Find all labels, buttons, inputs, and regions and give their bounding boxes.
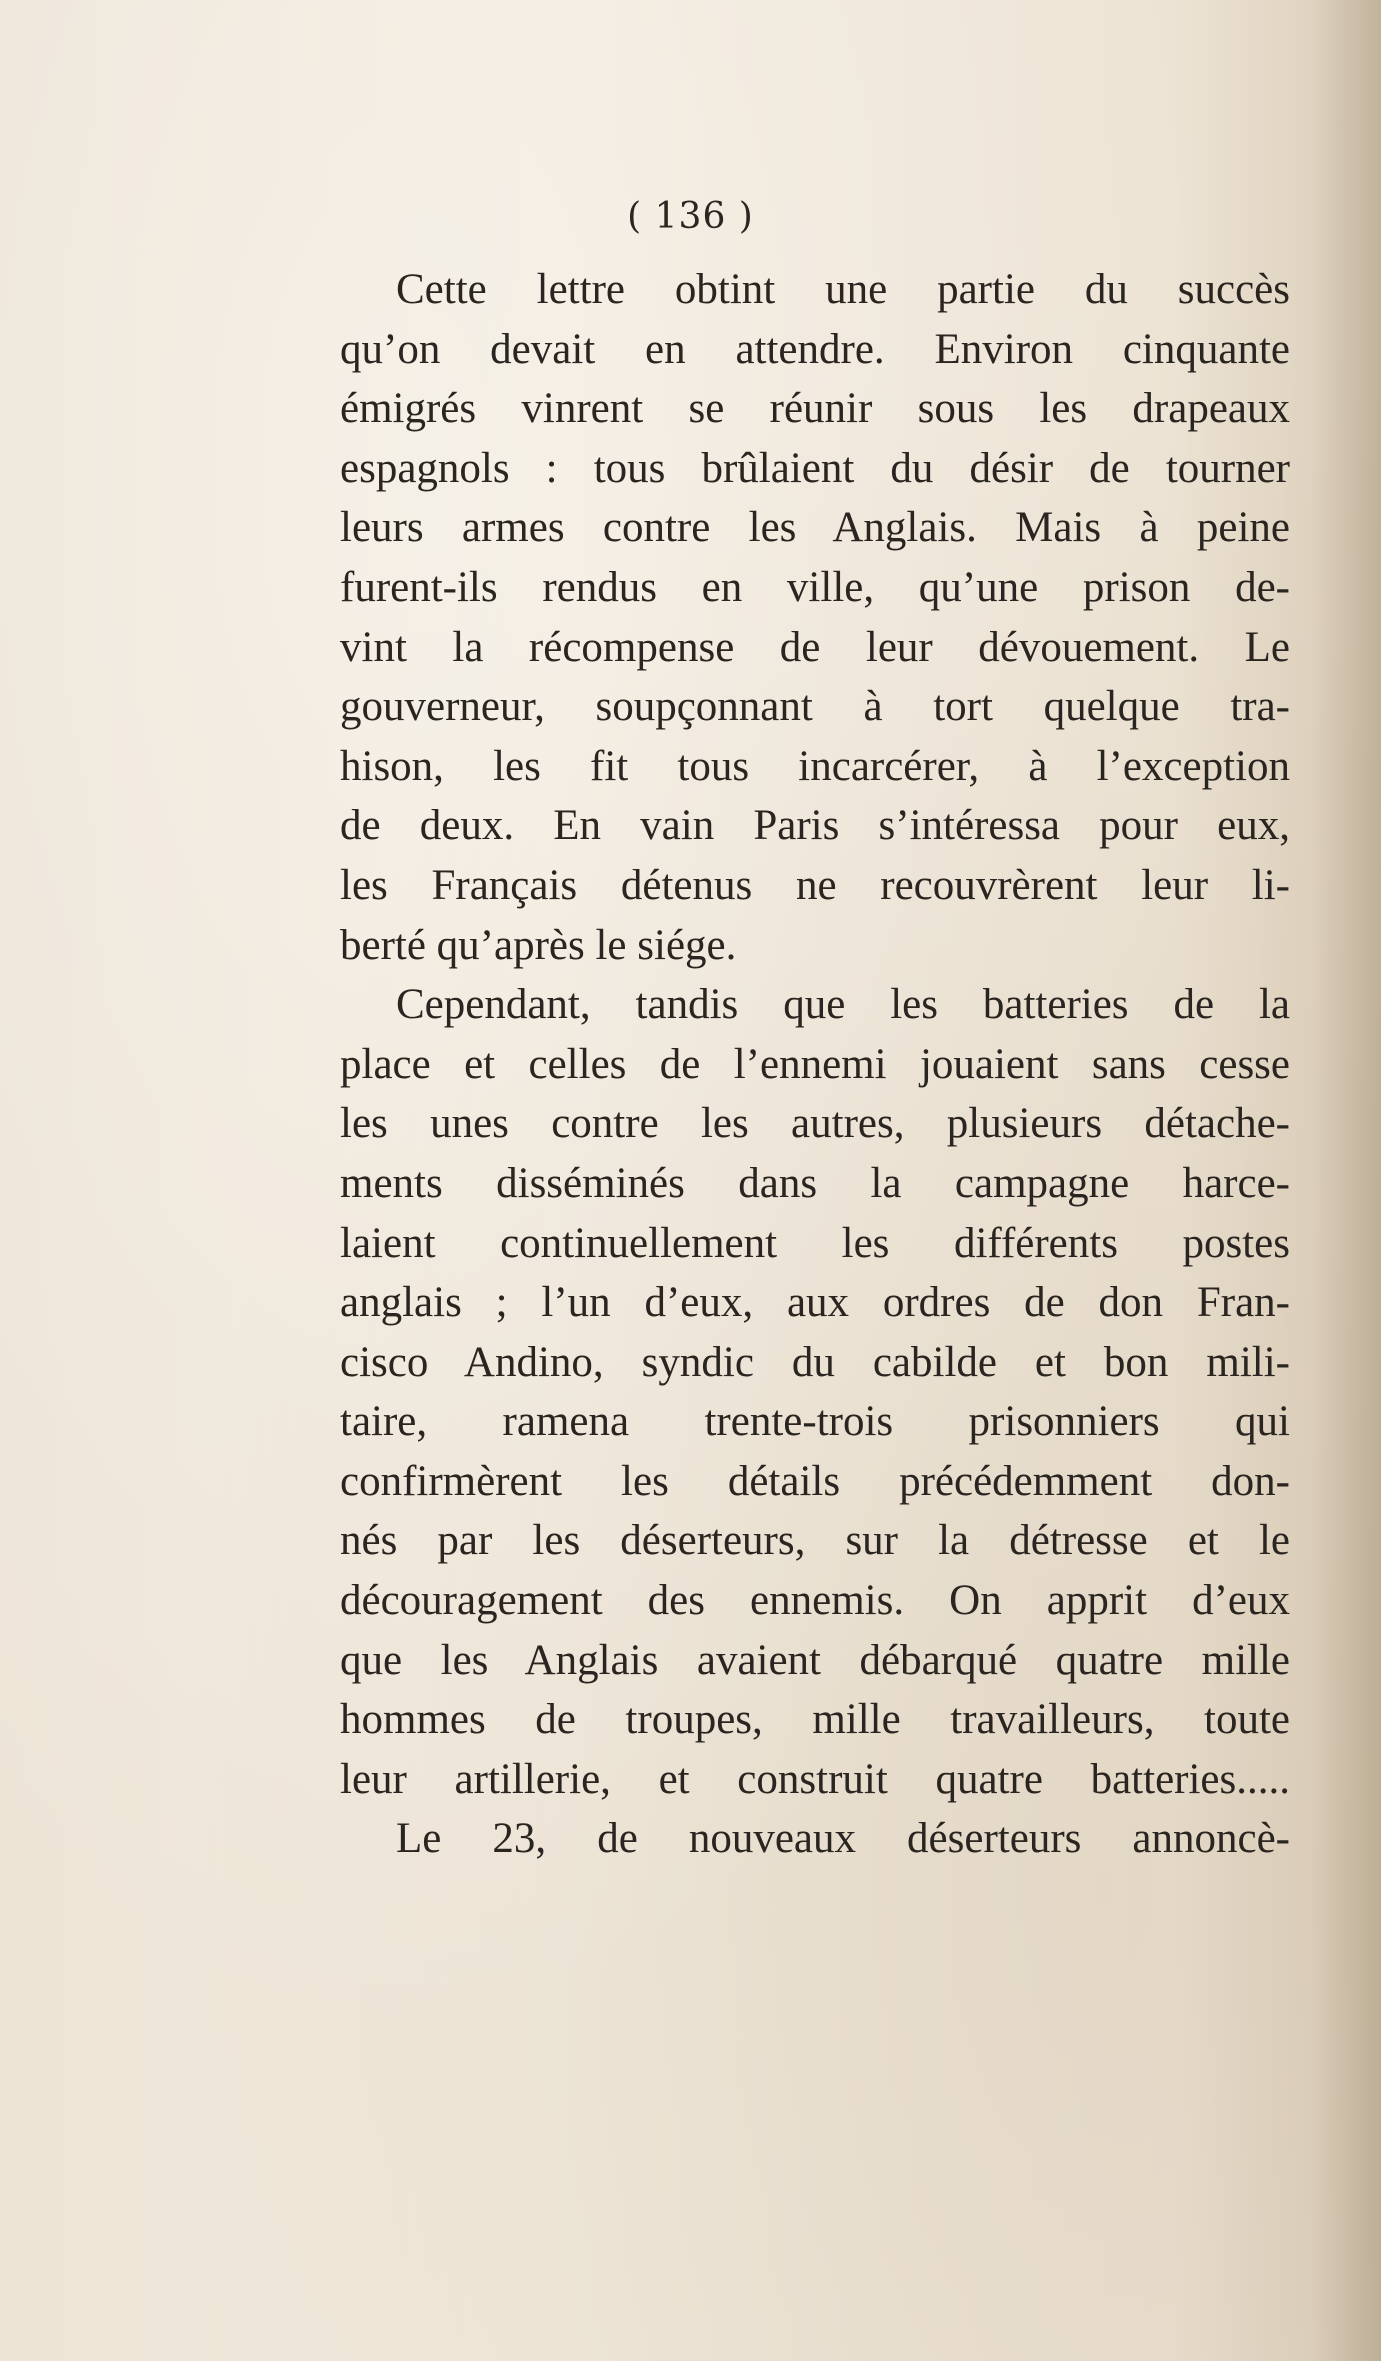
paragraph-2-line-8: taire, ramena trente-trois prisonniers qui bbox=[340, 1398, 1290, 1446]
paragraph-2-line-11: découragement des ennemis. On apprit d’eux bbox=[340, 1577, 1290, 1625]
page-number: ( 136 ) bbox=[627, 196, 754, 237]
paragraph-1-line-6: furent-ils rendus en ville, qu’une prison de- bbox=[340, 563, 1290, 611]
paragraph-2-line-9: confirmèrent les détails précédemment don- bbox=[340, 1457, 1290, 1505]
paragraph-1-line-12: berté qu’après le siége. bbox=[340, 921, 737, 969]
paragraph-1-line-5: leurs armes contre les Anglais. Mais à peine bbox=[340, 504, 1290, 552]
paragraph-1-line-4: espagnols : tous brûlaient du désir de tourner bbox=[340, 444, 1290, 492]
paragraph-2-line-10: nés par les déserteurs, sur la détresse et le bbox=[340, 1517, 1290, 1565]
paragraph-2-line-5: laient continuellement les différents postes bbox=[340, 1219, 1290, 1267]
paragraph-2-line-6: anglais ; l’un d’eux, aux ordres de don Fran- bbox=[340, 1279, 1290, 1327]
paragraph-1-line-9: hison, les fit tous incarcérer, à l’exception bbox=[340, 742, 1290, 790]
page-text bbox=[340, 260, 1290, 1869]
paragraph-2-line-3: les unes contre les autres, plusieurs détache- bbox=[340, 1100, 1290, 1148]
paragraph-2-line-4: ments disséminés dans la campagne harce- bbox=[340, 1159, 1290, 1207]
paragraph-1-line-1: Cette lettre obtint une partie du succès bbox=[396, 266, 1290, 313]
paragraph-1-line-7: vint la récompense de leur dévouement. Le bbox=[340, 623, 1290, 671]
paragraph-1-line-10: de deux. En vain Paris s’intéressa pour eux, bbox=[340, 802, 1290, 850]
paragraph-1-line-3: émigrés vinrent se réunir sous les drapeaux bbox=[340, 385, 1290, 433]
paragraph-3-line-1: Le 23, de nouveaux déserteurs annoncè- bbox=[396, 1815, 1290, 1863]
paragraph-2-line-7: cisco Andino, syndic du cabilde et bon mili- bbox=[340, 1338, 1290, 1386]
paragraph-1-line-2: qu’on devait en attendre. Environ cinquante bbox=[340, 325, 1290, 373]
paragraph-1-line-8: gouverneur, soupçonnant à tort quelque tra- bbox=[340, 683, 1290, 731]
paragraph-2-line-2: place et celles de l’ennemi jouaient sans cesse bbox=[340, 1040, 1290, 1088]
paragraph-2-line-13: hommes de troupes, mille travailleurs, toute bbox=[340, 1696, 1290, 1744]
paragraph-1-line-11: les Français détenus ne recouvrèrent leur li- bbox=[340, 861, 1290, 909]
paragraph-2-line-1: Cependant, tandis que les batteries de la bbox=[396, 981, 1290, 1029]
paragraph-2-line-12: que les Anglais avaient débarqué quatre mille bbox=[340, 1636, 1290, 1684]
page-edge-shadow bbox=[1311, 0, 1381, 2361]
paragraph-2-line-14: leur artillerie, et construit quatre batteries..... bbox=[340, 1755, 1290, 1803]
